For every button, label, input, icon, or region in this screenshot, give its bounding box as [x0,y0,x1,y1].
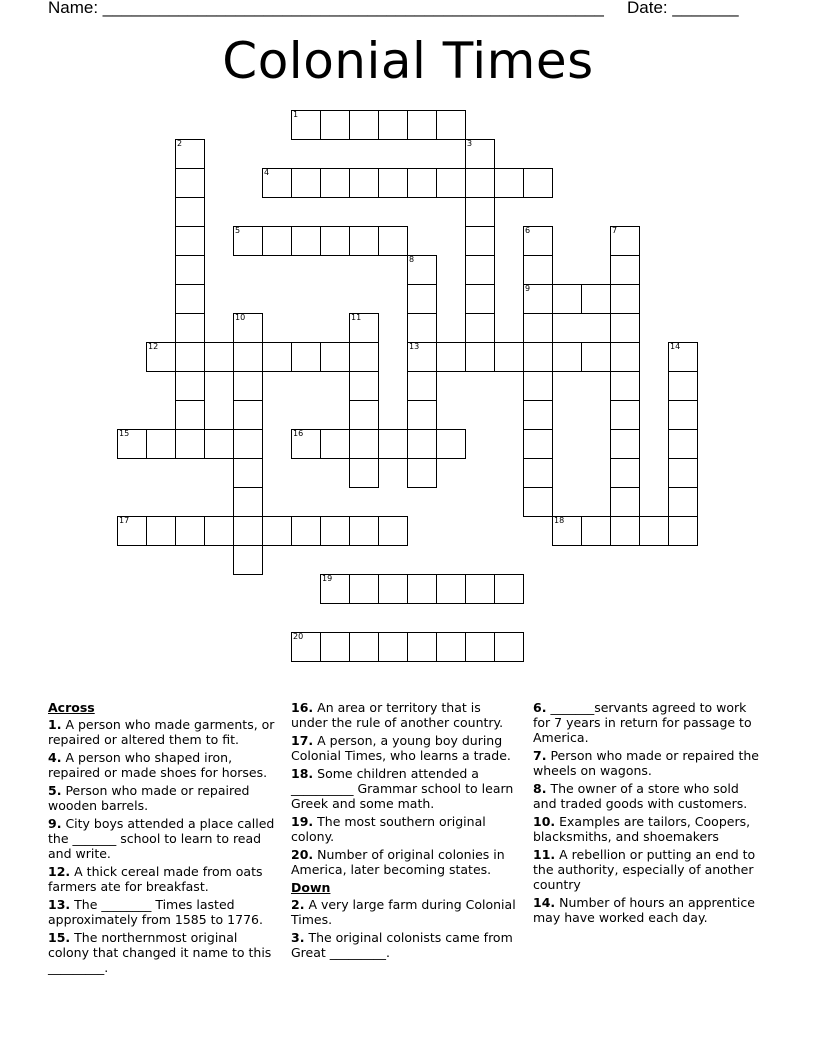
grid-cell[interactable] [291,342,321,372]
clue [48,816,276,861]
grid-cell[interactable] [668,371,698,401]
grid-cell[interactable] [320,632,350,662]
clue-number-label: 10. [533,814,556,829]
grid-cell[interactable] [233,429,263,459]
across-heading: Across [48,700,95,715]
grid-cell[interactable] [465,284,495,314]
grid-cell[interactable] [407,371,437,401]
clue-number-label: 14. [533,895,556,910]
grid-cell[interactable] [233,313,263,343]
clue-number-label: 9. [48,816,62,831]
clue-number-label: 6. [533,700,547,715]
grid-cell[interactable] [523,226,553,256]
clue-text: Examples are tailors, Coopers, blacksmiths, and shoemakers [533,814,751,844]
clue-number: 7 [612,226,618,235]
grid-cell[interactable] [407,632,437,662]
grid-cell[interactable] [320,574,350,604]
grid-cell[interactable] [233,516,263,546]
clue-number-label: 2. [291,897,305,912]
clue-number-label: 13. [48,897,71,912]
grid-cell[interactable] [117,516,147,546]
grid-cell[interactable] [668,400,698,430]
clue [48,897,276,927]
grid-cell[interactable] [523,400,553,430]
clue-number-label: 17. [291,733,314,748]
grid-cell[interactable] [175,342,205,372]
clue-text: A very large farm during Colonial Times. [291,897,516,927]
grid-cell[interactable] [436,110,466,140]
grid-cell[interactable] [436,342,466,372]
clue [291,814,519,844]
grid-cell[interactable] [610,516,640,546]
grid-cell[interactable] [233,371,263,401]
grid-cell[interactable] [523,313,553,343]
grid-cell[interactable] [465,574,495,604]
grid-cell[interactable] [378,226,408,256]
clue-number-label: 8. [533,781,547,796]
grid-cell[interactable] [233,400,263,430]
grid-cell[interactable] [465,168,495,198]
grid-cell[interactable] [233,545,263,575]
clue [48,750,276,780]
grid-cell[interactable] [407,429,437,459]
grid-cell[interactable] [581,516,611,546]
across-clue-list-continued [291,700,519,877]
grid-cell[interactable] [233,226,263,256]
clue-number: 20 [293,632,304,641]
grid-cell[interactable] [349,168,379,198]
name-field[interactable]: Name: _____________________________________________________ [48,0,604,17]
grid-cell[interactable] [668,458,698,488]
grid-cell[interactable] [349,574,379,604]
grid-cell[interactable] [610,313,640,343]
page-title: Colonial Times [222,32,594,90]
grid-cell[interactable] [349,110,379,140]
grid-cell[interactable] [320,342,350,372]
grid-cell[interactable] [175,371,205,401]
clue-number: 10 [235,313,246,322]
grid-cell[interactable] [233,458,263,488]
clue-number: 9 [525,284,531,293]
grid-cell[interactable] [523,371,553,401]
clue-number-label: 1. [48,717,62,732]
grid-cell[interactable] [175,284,205,314]
grid-cell[interactable] [146,342,176,372]
grid-cell[interactable] [407,110,437,140]
clue [291,847,519,877]
grid-cell[interactable] [407,168,437,198]
grid-cell[interactable] [320,429,350,459]
grid-cell[interactable] [378,110,408,140]
grid-cell[interactable] [668,487,698,517]
grid-cell[interactable] [349,458,379,488]
grid-cell[interactable] [349,632,379,662]
grid-cell[interactable] [407,284,437,314]
grid-cell[interactable] [262,168,292,198]
clue-number: 4 [264,168,270,177]
grid-cell[interactable] [378,574,408,604]
clue [533,700,761,745]
grid-cell[interactable] [349,371,379,401]
grid-cell[interactable] [349,313,379,343]
clue [533,781,761,811]
clue-text: The most southern original colony. [291,814,486,844]
grid-cell[interactable] [378,632,408,662]
clue [48,864,276,894]
grid-cell[interactable] [523,342,553,372]
clue-number-label: 19. [291,814,314,829]
clue [533,895,761,925]
clues-column-1 [48,700,276,978]
clue-number: 5 [235,226,241,235]
clue-number: 15 [119,429,130,438]
grid-cell[interactable] [407,400,437,430]
clue-number: 17 [119,516,130,525]
grid-cell[interactable] [175,313,205,343]
grid-cell[interactable] [668,429,698,459]
clue-text: _______servants agreed to work for 7 years in return for passage to America. [533,700,752,745]
grid-cell[interactable] [378,168,408,198]
clue-text: The northernmost original colony that changed it name to this _________. [48,930,272,975]
clue [48,717,276,747]
grid-cell[interactable] [262,226,292,256]
clue [291,733,519,763]
grid-cell[interactable] [146,429,176,459]
grid-cell[interactable] [349,400,379,430]
clue-text: A person, a young boy during Colonial Times, who learns a trade. [291,733,511,763]
clue-number: 19 [322,574,333,583]
grid-cell[interactable] [175,255,205,285]
grid-cell[interactable] [552,342,582,372]
clue-text: City boys attended a place called the _______ school to learn to read and write. [48,816,275,861]
grid-cell[interactable] [494,168,524,198]
clues-column-3 [533,700,761,928]
grid-cell[interactable] [436,574,466,604]
grid-cell[interactable] [610,458,640,488]
clue [533,847,761,892]
grid-cell[interactable] [610,284,640,314]
grid-cell[interactable] [668,516,698,546]
down-heading: Down [291,880,331,895]
clue-number: 18 [554,516,565,525]
grid-cell[interactable] [465,197,495,227]
clue-text: Number of hours an apprentice may have worked each day. [533,895,755,925]
grid-cell[interactable] [523,429,553,459]
grid-cell[interactable] [291,226,321,256]
grid-cell[interactable] [175,429,205,459]
grid-cell[interactable] [523,255,553,285]
grid-cell[interactable] [494,574,524,604]
clue-number-label: 12. [48,864,71,879]
grid-cell[interactable] [204,516,234,546]
grid-cell[interactable] [117,429,147,459]
clue-number: 3 [467,139,473,148]
clue-text: The owner of a store who sold and traded goods with customers. [533,781,748,811]
grid-cell[interactable] [523,284,553,314]
grid-cell[interactable] [349,342,379,372]
grid-cell[interactable] [581,342,611,372]
grid-cell[interactable] [407,255,437,285]
clue-number-label: 18. [291,766,314,781]
clue-number-label: 3. [291,930,305,945]
grid-cell[interactable] [610,400,640,430]
grid-cell[interactable] [291,110,321,140]
grid-cell[interactable] [349,226,379,256]
clue-text: Some children attended a __________ Grammar school to learn Greek and some math. [291,766,514,811]
grid-cell[interactable] [407,574,437,604]
grid-cell[interactable] [610,255,640,285]
clue-text: A rebellion or putting an end to the authority, especially of another country [533,847,756,892]
clue-number: 11 [351,313,362,322]
clue-text: A thick cereal made from oats farmers ate for breakfast. [48,864,263,894]
grid-cell[interactable] [233,487,263,517]
grid-cell[interactable] [175,197,205,227]
date-field[interactable]: Date: _______ [627,0,739,17]
clue-text: Number of original colonies in America, later becoming states. [291,847,505,877]
grid-cell[interactable] [291,516,321,546]
grid-cell[interactable] [320,110,350,140]
grid-cell[interactable] [291,632,321,662]
grid-cell[interactable] [465,255,495,285]
grid-cell[interactable] [349,516,379,546]
grid-cell[interactable] [291,168,321,198]
grid-cell[interactable] [465,632,495,662]
grid-cell[interactable] [407,342,437,372]
grid-cell[interactable] [407,458,437,488]
grid-cell[interactable] [581,284,611,314]
grid-cell[interactable] [349,429,379,459]
grid-cell[interactable] [436,632,466,662]
grid-cell[interactable] [465,342,495,372]
clue-number: 8 [409,255,415,264]
grid-cell[interactable] [668,342,698,372]
clue [291,766,519,811]
grid-cell[interactable] [320,226,350,256]
grid-cell[interactable] [262,516,292,546]
clue-number-label: 4. [48,750,62,765]
clue-number: 16 [293,429,304,438]
grid-cell[interactable] [175,400,205,430]
grid-cell[interactable] [610,226,640,256]
clue [48,783,276,813]
grid-cell[interactable] [610,371,640,401]
grid-cell[interactable] [175,516,205,546]
clue-number-label: 5. [48,783,62,798]
grid-cell[interactable] [407,313,437,343]
clue-text: The ________ Times lasted approximately from 1585 to 1776. [48,897,263,927]
clue-number-label: 7. [533,748,547,763]
grid-cell[interactable] [610,342,640,372]
grid-cell[interactable] [436,429,466,459]
clue-text: A person who shaped iron, repaired or made shoes for horses. [48,750,268,780]
clues-column-2 [291,700,519,963]
down-clue-list [291,897,519,960]
clue-number-label: 11. [533,847,556,862]
grid-cell[interactable] [523,168,553,198]
grid-cell[interactable] [436,168,466,198]
grid-cell[interactable] [465,226,495,256]
clue-number: 2 [177,139,183,148]
grid-cell[interactable] [465,139,495,169]
clue-text: Person who made or repaired the wheels on wagons. [533,748,759,778]
clue [291,897,519,927]
clue [533,748,761,778]
clue-number: 12 [148,342,159,351]
grid-cell[interactable] [175,168,205,198]
grid-cell[interactable] [175,139,205,169]
grid-cell[interactable] [233,342,263,372]
grid-cell[interactable] [320,168,350,198]
grid-cell[interactable] [378,429,408,459]
grid-cell[interactable] [175,226,205,256]
grid-cell[interactable] [291,429,321,459]
clue-number: 14 [670,342,681,351]
grid-cell[interactable] [494,632,524,662]
grid-cell[interactable] [610,487,640,517]
clue [48,930,276,975]
grid-cell[interactable] [320,516,350,546]
grid-cell[interactable] [204,342,234,372]
clue-number: 6 [525,226,531,235]
grid-cell[interactable] [378,516,408,546]
grid-cell[interactable] [552,284,582,314]
clue [291,700,519,730]
clue [291,930,519,960]
grid-cell[interactable] [552,516,582,546]
grid-cell[interactable] [204,429,234,459]
clue-number: 13 [409,342,420,351]
clue [533,814,761,844]
grid-cell[interactable] [610,429,640,459]
clue-number-label: 20. [291,847,314,862]
grid-cell[interactable] [523,458,553,488]
down-clue-list-continued [533,700,761,925]
across-clue-list [48,717,276,975]
grid-cell[interactable] [639,516,669,546]
grid-cell[interactable] [146,516,176,546]
clue-text: A person who made garments, or repaired or altered them to fit. [48,717,275,747]
grid-cell[interactable] [494,342,524,372]
clue-number-label: 15. [48,930,71,945]
clue-text: An area or territory that is under the rule of another country. [291,700,504,730]
clue-number-label: 16. [291,700,314,715]
clue-text: The original colonists came from Great _________. [291,930,513,960]
grid-cell[interactable] [523,487,553,517]
grid-cell[interactable] [465,313,495,343]
clue-number: 1 [293,110,299,119]
clue-text: Person who made or repaired wooden barrels. [48,783,250,813]
grid-cell[interactable] [262,342,292,372]
